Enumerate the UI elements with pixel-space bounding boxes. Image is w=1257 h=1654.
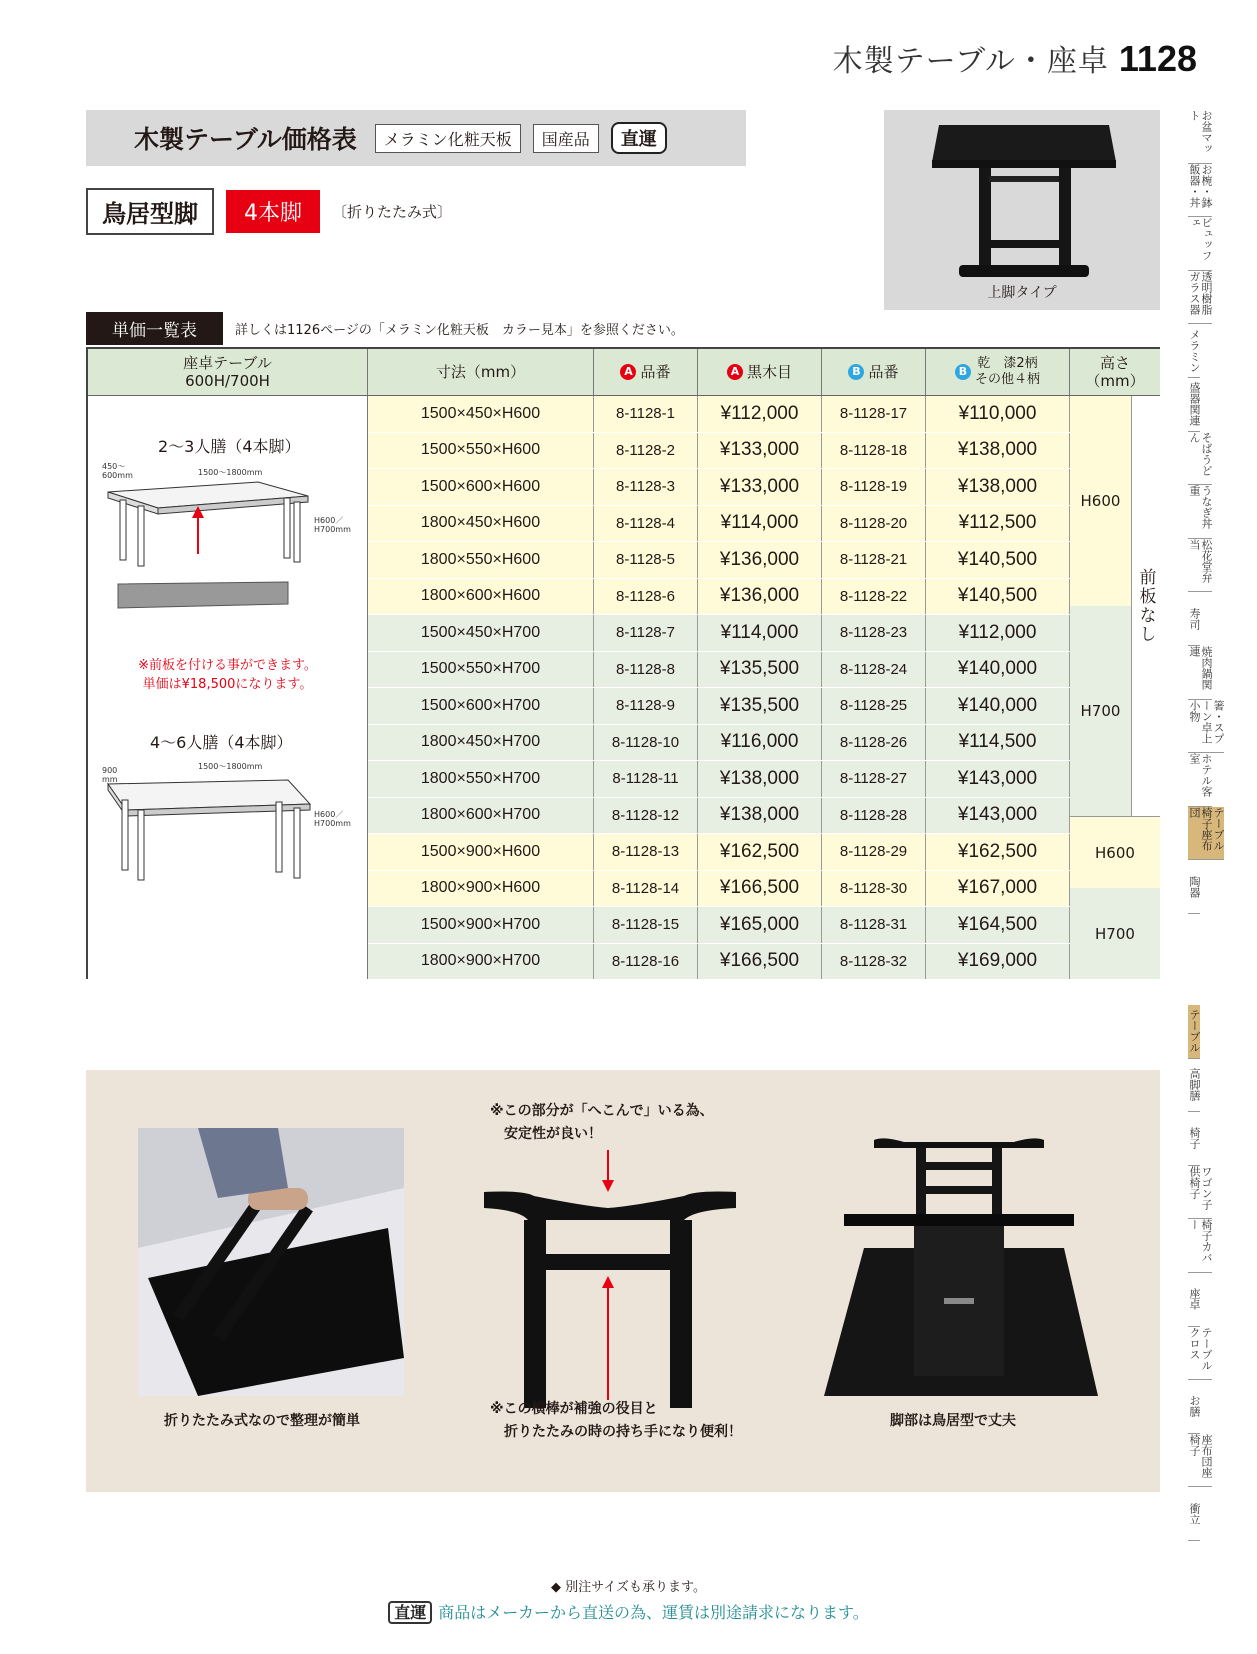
table-row bbox=[368, 433, 1070, 470]
side-tab[interactable]: そばうどん bbox=[1188, 432, 1212, 486]
header-price-a: A 黒木目 bbox=[698, 349, 822, 396]
cell-price-a: ¥136,000 bbox=[698, 579, 822, 615]
callout-dent-2: 安定性が良い！ bbox=[504, 1126, 602, 1142]
cell-price-b: ¥140,500 bbox=[926, 542, 1070, 578]
cell-size: 1500×600×H600 bbox=[368, 469, 594, 505]
height-h600: H600 bbox=[1070, 396, 1132, 606]
cell-code-a: 8-1128-11 bbox=[594, 761, 698, 797]
cell-code-a: 8-1128-15 bbox=[594, 907, 698, 943]
tag-domestic: 国産品 bbox=[533, 124, 599, 153]
header-table-1: 座卓テーブル bbox=[183, 354, 272, 372]
cell-size: 1800×900×H700 bbox=[368, 944, 594, 980]
page-header bbox=[833, 36, 1197, 80]
table-row bbox=[368, 469, 1070, 506]
header-height: 高さ （mm） bbox=[1070, 349, 1160, 396]
cell-code-a: 8-1128-2 bbox=[594, 433, 698, 469]
side-tab[interactable]: 盛器関連 bbox=[1188, 378, 1200, 432]
cell-code-a: 8-1128-7 bbox=[594, 615, 698, 651]
cell-code-b: 8-1128-28 bbox=[822, 798, 926, 834]
height-h700-large: H700 bbox=[1070, 888, 1160, 979]
product-photo bbox=[884, 110, 1160, 310]
side-tab[interactable]: 座布団座椅子 bbox=[1188, 1434, 1212, 1488]
cell-price-b: ¥138,000 bbox=[926, 469, 1070, 505]
footer-direct-box: 直運 bbox=[388, 1601, 432, 1624]
cell-price-b: ¥143,000 bbox=[926, 761, 1070, 797]
cell-price-a: ¥136,000 bbox=[698, 542, 822, 578]
side-tab[interactable]: 椅子カバー bbox=[1188, 1219, 1212, 1273]
cell-size: 1500×900×H700 bbox=[368, 907, 594, 943]
height-h600-large: H600 bbox=[1070, 816, 1160, 888]
badge-b-icon: B bbox=[848, 364, 864, 380]
header-size: 寸法（mm） bbox=[368, 349, 594, 396]
photo-caption: 上脚タイプ bbox=[987, 285, 1057, 301]
callout-bar-1: ※この横棒が補強の役目と bbox=[490, 1401, 658, 1417]
dim-width-1: 1500～1800mm bbox=[198, 468, 263, 477]
table-row bbox=[368, 579, 1070, 616]
table-row bbox=[368, 542, 1070, 579]
price-table bbox=[86, 347, 1160, 979]
cell-code-b: 8-1128-17 bbox=[822, 396, 926, 432]
cell-code-b: 8-1128-27 bbox=[822, 761, 926, 797]
side-index-tabs bbox=[1188, 110, 1244, 914]
side-tab[interactable]: 陶器 bbox=[1188, 860, 1200, 914]
cell-price-b: ¥164,500 bbox=[926, 907, 1070, 943]
cell-size: 1500×550×H600 bbox=[368, 433, 594, 469]
table-row bbox=[368, 725, 1070, 762]
table-row bbox=[368, 944, 1070, 981]
side-tab[interactable]: ビュッフェ bbox=[1188, 217, 1212, 271]
table-row bbox=[368, 798, 1070, 835]
cell-price-a: ¥135,500 bbox=[698, 688, 822, 724]
table-row bbox=[368, 761, 1070, 798]
table-photo-image bbox=[884, 110, 1160, 310]
cell-size: 1800×900×H600 bbox=[368, 871, 594, 907]
cell-code-b: 8-1128-25 bbox=[822, 688, 926, 724]
table-drawing-large bbox=[98, 770, 318, 890]
price-list-label-row bbox=[86, 312, 684, 345]
callout-bar-2: 折りたたみの時の持ち手になり便利！ bbox=[504, 1424, 742, 1440]
table-row bbox=[368, 688, 1070, 725]
badge-a-icon: A bbox=[727, 364, 743, 380]
table-row bbox=[368, 834, 1070, 871]
cell-price-a: ¥114,000 bbox=[698, 615, 822, 651]
category-title: 木製テーブル・座卓 bbox=[832, 44, 1109, 79]
cell-size: 1800×600×H700 bbox=[368, 798, 594, 834]
leg-type: 鳥居型脚 bbox=[86, 188, 214, 235]
cell-price-a: ¥138,000 bbox=[698, 798, 822, 834]
cell-size: 1800×450×H600 bbox=[368, 506, 594, 542]
cell-price-a: ¥165,000 bbox=[698, 907, 822, 943]
tag-melamine: メラミン化粧天板 bbox=[375, 124, 521, 153]
leg-count-badge: 4本脚 bbox=[226, 190, 320, 233]
front-panel-none: 前板なし bbox=[1132, 396, 1160, 816]
cell-code-a: 8-1128-12 bbox=[594, 798, 698, 834]
cell-price-a: ¥114,000 bbox=[698, 506, 822, 542]
cell-price-b: ¥140,000 bbox=[926, 652, 1070, 688]
cell-price-b: ¥114,500 bbox=[926, 725, 1070, 761]
dim-width-2: 1500～1800mm bbox=[198, 762, 263, 771]
callout-dent-1: ※この部分が「へこんで」いる為、 bbox=[490, 1103, 714, 1119]
table-row bbox=[368, 506, 1070, 543]
cell-price-b: ¥169,000 bbox=[926, 944, 1070, 980]
cell-code-b: 8-1128-30 bbox=[822, 871, 926, 907]
torii-leg-diagram bbox=[484, 1150, 740, 1412]
side-tab[interactable]: お椀・鉢飯器・丼 bbox=[1188, 164, 1212, 218]
side-tab[interactable]: お盆マット bbox=[1188, 110, 1212, 164]
side-tab[interactable]: 椅子 bbox=[1188, 1112, 1200, 1166]
cell-code-a: 8-1128-6 bbox=[594, 579, 698, 615]
side-tab[interactable]: 松花堂弁当 bbox=[1188, 539, 1212, 593]
caption-torii-leg: 脚部は鳥居型で丈夫 bbox=[890, 1413, 1016, 1429]
front-panel-note-2: 単価は¥18,500になります。 bbox=[142, 677, 313, 692]
cell-price-a: ¥133,000 bbox=[698, 469, 822, 505]
cell-code-b: 8-1128-20 bbox=[822, 506, 926, 542]
cell-size: 1500×550×H700 bbox=[368, 652, 594, 688]
cell-code-b: 8-1128-31 bbox=[822, 907, 926, 943]
title-bar bbox=[86, 110, 746, 166]
dim-height-2: H600／ H700mm bbox=[314, 810, 351, 828]
cell-price-a: ¥138,000 bbox=[698, 761, 822, 797]
header-table-2: 600H/700H bbox=[185, 372, 270, 390]
side-tab[interactable]: 箸・スプーン卓上小物 bbox=[1188, 700, 1224, 754]
cell-code-b: 8-1128-22 bbox=[822, 579, 926, 615]
caption-folding: 折りたたみ式なので整理が簡単 bbox=[164, 1413, 360, 1429]
header-table bbox=[88, 349, 368, 396]
dim-depth-2: 900 mm bbox=[102, 766, 118, 784]
table-row bbox=[368, 907, 1070, 944]
cell-code-b: 8-1128-26 bbox=[822, 725, 926, 761]
table-row bbox=[368, 396, 1070, 433]
cell-code-a: 8-1128-16 bbox=[594, 944, 698, 980]
cell-code-b: 8-1128-19 bbox=[822, 469, 926, 505]
cell-price-b: ¥138,000 bbox=[926, 433, 1070, 469]
side-tab[interactable]: 高脚膳 bbox=[1188, 1059, 1200, 1113]
cell-code-a: 8-1128-4 bbox=[594, 506, 698, 542]
footer-note: ◆ 別注サイズも承ります。 bbox=[550, 1580, 707, 1595]
cell-code-b: 8-1128-32 bbox=[822, 944, 926, 980]
side-tab[interactable]: メラミン bbox=[1188, 324, 1200, 378]
header-price-b: B 乾 漆2柄 その他４柄 bbox=[926, 349, 1070, 396]
cell-size: 1800×600×H600 bbox=[368, 579, 594, 615]
side-tab[interactable]: テーブル椅子座布団 bbox=[1188, 807, 1224, 861]
cell-size: 1500×450×H600 bbox=[368, 396, 594, 432]
badge-a-icon: A bbox=[620, 364, 636, 380]
dim-depth-1: 450～ 600mm bbox=[102, 462, 133, 480]
price-list-note: 詳しくは1126ページの「メラミン化粧天板 カラー見本」を参照ください。 bbox=[235, 323, 684, 338]
cell-size: 1800×550×H600 bbox=[368, 542, 594, 578]
folding-photo bbox=[138, 1128, 404, 1396]
cell-size: 1800×450×H700 bbox=[368, 725, 594, 761]
section-title: 木製テーブル価格表 bbox=[134, 125, 357, 154]
leg-photo bbox=[824, 1128, 1098, 1396]
height-h700: H700 bbox=[1070, 606, 1132, 816]
badge-b-icon: B bbox=[955, 364, 971, 380]
side-index-tabs-2 bbox=[1188, 1005, 1244, 1541]
side-tab[interactable]: 透明樹脂ガラス器 bbox=[1188, 271, 1212, 325]
cell-code-b: 8-1128-18 bbox=[822, 433, 926, 469]
table-row bbox=[368, 871, 1070, 908]
cell-code-a: 8-1128-13 bbox=[594, 834, 698, 870]
cell-price-b: ¥143,000 bbox=[926, 798, 1070, 834]
cell-price-a: ¥166,500 bbox=[698, 944, 822, 980]
label-2-3-persons: 2～3人膳（4本脚） bbox=[158, 437, 301, 456]
side-tab[interactable]: テーブルクロス bbox=[1188, 1327, 1212, 1381]
cell-price-a: ¥116,000 bbox=[698, 725, 822, 761]
cell-code-b: 8-1128-24 bbox=[822, 652, 926, 688]
header-code-a: A 品番 bbox=[594, 349, 698, 396]
header-code-b: B 品番 bbox=[822, 349, 926, 396]
cell-code-a: 8-1128-14 bbox=[594, 871, 698, 907]
cell-code-a: 8-1128-9 bbox=[594, 688, 698, 724]
side-tab[interactable]: 座卓 bbox=[1188, 1273, 1200, 1327]
cell-code-b: 8-1128-21 bbox=[822, 542, 926, 578]
cell-price-b: ¥112,000 bbox=[926, 615, 1070, 651]
leg-type-row bbox=[86, 188, 452, 235]
table-row bbox=[368, 652, 1070, 689]
cell-code-a: 8-1128-8 bbox=[594, 652, 698, 688]
cell-code-a: 8-1128-3 bbox=[594, 469, 698, 505]
cell-price-b: ¥140,000 bbox=[926, 688, 1070, 724]
table-illustration-column bbox=[88, 396, 368, 979]
side-tab[interactable]: テーブル bbox=[1188, 1005, 1200, 1059]
cell-size: 1800×550×H700 bbox=[368, 761, 594, 797]
table-drawing-small bbox=[98, 474, 318, 624]
cell-price-b: ¥162,500 bbox=[926, 834, 1070, 870]
side-tab[interactable]: ホテル客室 bbox=[1188, 753, 1212, 807]
cell-code-b: 8-1128-29 bbox=[822, 834, 926, 870]
cell-price-a: ¥133,000 bbox=[698, 433, 822, 469]
cell-price-a: ¥162,500 bbox=[698, 834, 822, 870]
cell-code-a: 8-1128-5 bbox=[594, 542, 698, 578]
label-4-6-persons: 4～6人膳（4本脚） bbox=[150, 733, 293, 752]
cell-price-a: ¥166,500 bbox=[698, 871, 822, 907]
dim-height-1: H600／ H700mm bbox=[314, 516, 351, 534]
cell-price-a: ¥135,500 bbox=[698, 652, 822, 688]
side-tab[interactable]: 焼肉鍋関連 bbox=[1188, 646, 1212, 700]
page-number: 1128 bbox=[1118, 38, 1197, 79]
side-tab[interactable]: ワゴン子供椅子 bbox=[1188, 1166, 1212, 1220]
cell-price-b: ¥112,500 bbox=[926, 506, 1070, 542]
leg-note: 〔折りたたみ式〕 bbox=[332, 203, 453, 221]
side-tab[interactable]: 衝立 bbox=[1188, 1487, 1200, 1541]
side-tab[interactable]: うなぎ丼重 bbox=[1188, 485, 1212, 539]
cell-price-b: ¥140,500 bbox=[926, 579, 1070, 615]
cell-size: 1500×900×H600 bbox=[368, 834, 594, 870]
table-row bbox=[368, 615, 1070, 652]
side-tab[interactable]: 寿司 bbox=[1188, 592, 1200, 646]
cell-size: 1500×600×H700 bbox=[368, 688, 594, 724]
feature-panel bbox=[86, 1070, 1160, 1492]
cell-price-b: ¥167,000 bbox=[926, 871, 1070, 907]
cell-size: 1500×450×H700 bbox=[368, 615, 594, 651]
side-tab[interactable]: お膳 bbox=[1188, 1380, 1200, 1434]
front-panel-note-1: ※前板を付ける事ができます。 bbox=[138, 658, 317, 673]
price-list-label: 単価一覧表 bbox=[86, 312, 223, 345]
cell-price-b: ¥110,000 bbox=[926, 396, 1070, 432]
footer-direct bbox=[0, 1600, 1257, 1623]
cell-code-b: 8-1128-23 bbox=[822, 615, 926, 651]
cell-price-a: ¥112,000 bbox=[698, 396, 822, 432]
footer-direct-text: 商品はメーカーから直送の為、運賃は別途請求になります。 bbox=[438, 1603, 869, 1622]
cell-code-a: 8-1128-1 bbox=[594, 396, 698, 432]
cell-code-a: 8-1128-10 bbox=[594, 725, 698, 761]
tag-direct: 直運 bbox=[611, 122, 667, 154]
